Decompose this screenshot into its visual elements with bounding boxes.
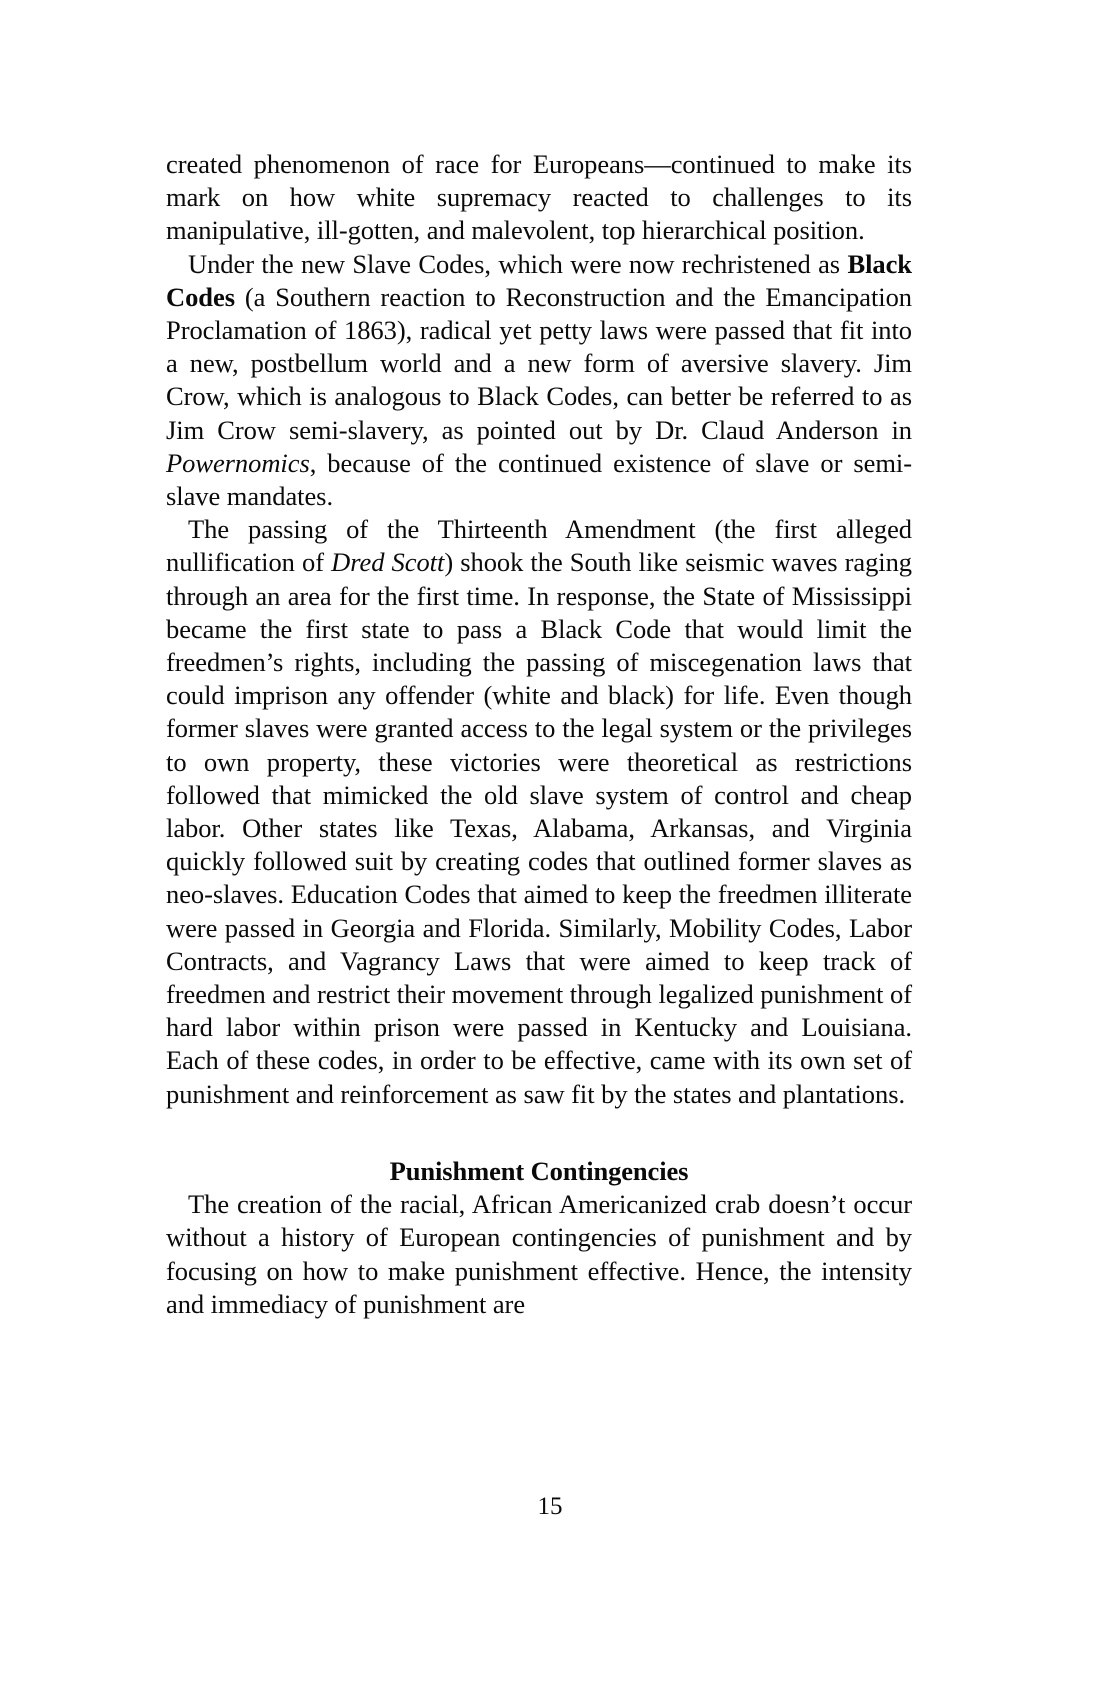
paragraph-race-phenomenon: created phenomenon of race for Europeans—continued to make its mark on how white supremacy reacted to challenges to its manipulative, ill-gotten, and malevolent, top hierarchical position.: [166, 149, 912, 246]
bold-text-run: Black Codes: [166, 248, 912, 312]
page-number: 15: [537, 1493, 563, 1520]
paragraph-black-codes: Under the new Slave Codes, which were now rechristened as Black Codes (a Southern reaction to Reconstruction and the Emancipation Proclamation of 1863), radical yet petty laws were passed that fit into a new, postbellum world and a new form of aversive slavery. Jim Crow, which is analogous to Black Codes, can better be referred to as Jim Crow semi-slavery, as pointed out by Dr. Claud Anderson in Powernomics, because of the continued existence of slave or semi-slave mandates.: [166, 248, 912, 512]
paragraph-punishment-creation: The creation of the racial, African Americanized crab doesn’t occur without a history of European contingencies of punishment and by focusing on how to make punishment effective. Hence, the intensity and immediacy of punishment are: [166, 1189, 912, 1319]
italic-text-run: Dred Scott: [331, 547, 445, 578]
heading-spacer: [166, 1111, 912, 1155]
paragraph-thirteenth-amendment: The passing of the Thirteenth Amendment (the first alleged nullification of Dred Scott) shook the South like seismic waves raging through an area for the first time. In response, the State of Mississippi became the first state to pass a Black Code that would limit the freedmen’s rights, including the passing of miscegenation laws that could imprison any offender (white and black) for life. Even though former slaves were granted access to the legal system or the privileges to own property, these victories were theoretical as restrictions followed that mimicked the old slave system of control and cheap labor. Other states like Texas, Alabama, Arkansas, and Virginia quickly followed suit by creating codes that outlined former slaves as neo-slaves. Education Codes that aimed to keep the freedmen illiterate were passed in Georgia and Florida. Similarly, Mobility Codes, Labor Contracts, and Vagrancy Laws that were aimed to keep track of freedmen and restrict their movement through legalized punishment of hard labor within prison were passed in Kentucky and Louisiana. Each of these codes, in order to be effective, came with its own set of punishment and reinforcement as saw fit by the states and plantations.: [166, 514, 913, 1109]
page-text-column: [166, 148, 912, 1321]
italic-text-run: Powernomics: [166, 447, 310, 478]
section-heading-punishment-contingencies: Punishment Contingencies: [389, 1155, 689, 1186]
